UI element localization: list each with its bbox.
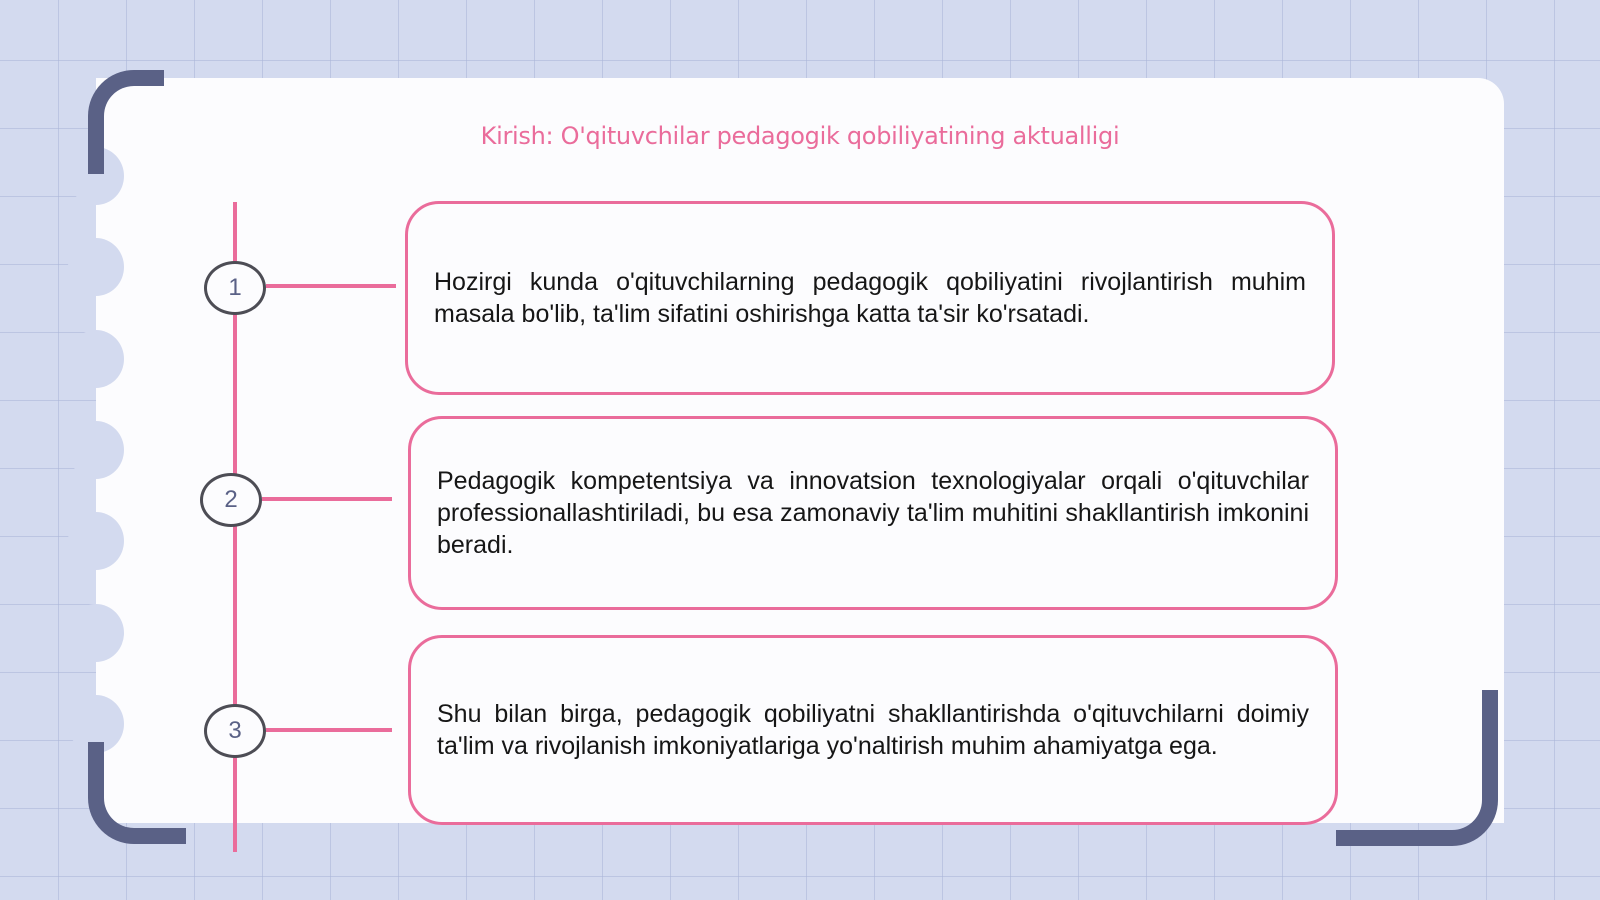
step-text-box [408, 635, 1338, 825]
step-text: Shu bilan birga, pedagogik qobiliyatni shakllantirishda o'qituvchilarni doimiy ta'lim va rivojlanish imkoniyatlariga yo'naltirish muhim ahamiyatga ega. [437, 700, 1309, 760]
step-number-badge [200, 473, 262, 527]
scallop-edge [68, 512, 124, 570]
scallop-edge [68, 238, 124, 296]
step-number-badge [204, 704, 266, 758]
frame-bracket-bottom-right [1336, 690, 1498, 846]
step-text-box [405, 201, 1335, 395]
slide-title: Kirish: O'qituvchilar pedagogik qobiliyatining aktualligi [480, 122, 1120, 150]
scallop-edge [68, 604, 124, 662]
step-connector [262, 497, 392, 501]
step-number: 3 [228, 717, 242, 744]
step-connector [266, 284, 396, 288]
scallop-edge [68, 421, 124, 479]
step-text: Pedagogik kompetentsiya va innovatsion texnologiyalar orqali o'qituvchilar professionallashtiriladi, bu esa zamonaviy ta'lim muhitini shakllantirish imkonini beradi. [437, 467, 1309, 559]
step-number: 1 [228, 274, 242, 301]
step-connector [266, 728, 392, 732]
step-number-badge [204, 261, 266, 315]
step-text-box [408, 416, 1338, 610]
step-number: 2 [224, 486, 238, 513]
scallop-edge [68, 330, 124, 388]
step-text: Hozirgi kunda o'qituvchilarning pedagogik qobiliyatini rivojlantirish muhim masala bo'lib, ta'lim sifatini oshirishga katta ta'sir ko'rsatadi. [434, 268, 1306, 328]
frame-bracket-top-left [88, 70, 164, 174]
frame-bracket-bottom-left [88, 742, 186, 844]
